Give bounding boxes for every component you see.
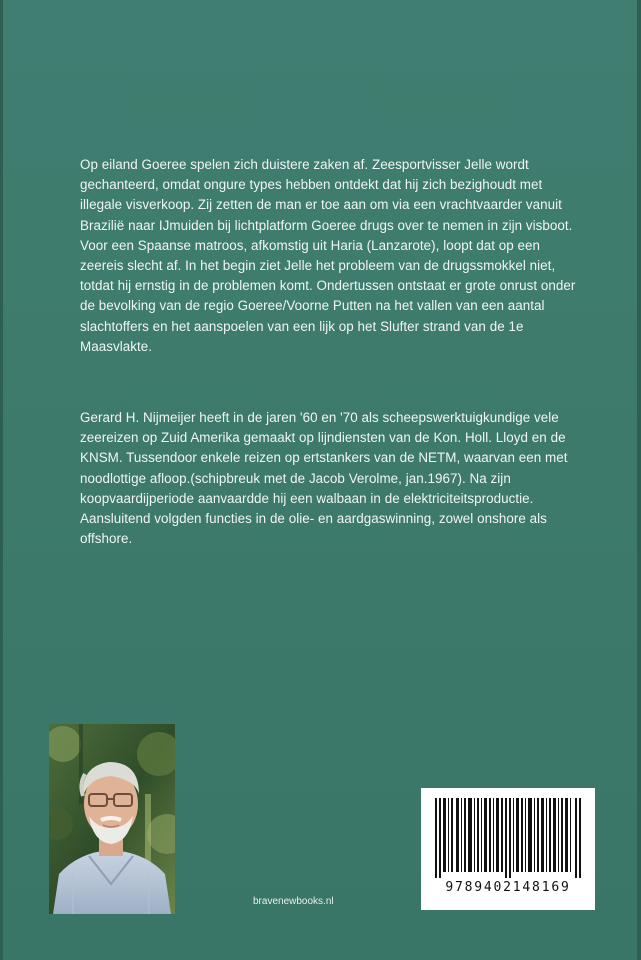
publisher-url: bravenewbooks.nl (253, 896, 334, 907)
isbn-number: 9789402148169 (445, 880, 571, 895)
barcode-bars (435, 798, 581, 878)
isbn-barcode (421, 788, 595, 910)
synopsis-text: Op eiland Goeree spelen zich duistere zaken af. Zeesportvisser Jelle wordt gechanteerd, omdat ongure types hebben ontdekt dat hij zich bezighoudt met illegale visverkoop. Zij zetten de man er toe aan om via een vrachtvaarder vanuit Brazilië naar IJmuiden bij lichtplatform Goeree drugs over te nemen in zijn visboot. Voor een Spaanse matroos, afkomstig uit Haria (Lanzarote), loopt dat op een zeereis slecht af. In het begin ziet Jelle het probleem van de drugssmokkel niet, totdat hij ernstig in de problemen komt. Ondertussen ontstaat er grote onrust onder de bevolking van de regio Goeree/Voorne Putten na het vallen van een aantal slachtoffers en het aanspoelen van een lijk op het Slufter strand van de 1e Maasvlakte. (80, 157, 576, 354)
author-bio-text: Gerard H. Nijmeijer heeft in de jaren '60 en '70 als scheepswerktuigkundige vele zeereizen op Zuid Amerika gemaakt op lijndiensten van de Kon. Holl. Lloyd en de KNSM. Tussendoor enkele reizen op ertstankers van de NETM, waarvan een met noodlottige afloop.(schipbreuk met de Jacob Verolme, jan.1967). Na zijn koopvaardijperiode aanvaardde hij een walbaan in de elektriciteitsproductie. Aansluitend volgden functies in de olie- en aardgaswinning, zowel onshore als offshore. (80, 410, 568, 547)
cover-edge-left (0, 0, 3, 960)
author-photo (49, 724, 175, 914)
cover-edge-right (637, 0, 641, 960)
